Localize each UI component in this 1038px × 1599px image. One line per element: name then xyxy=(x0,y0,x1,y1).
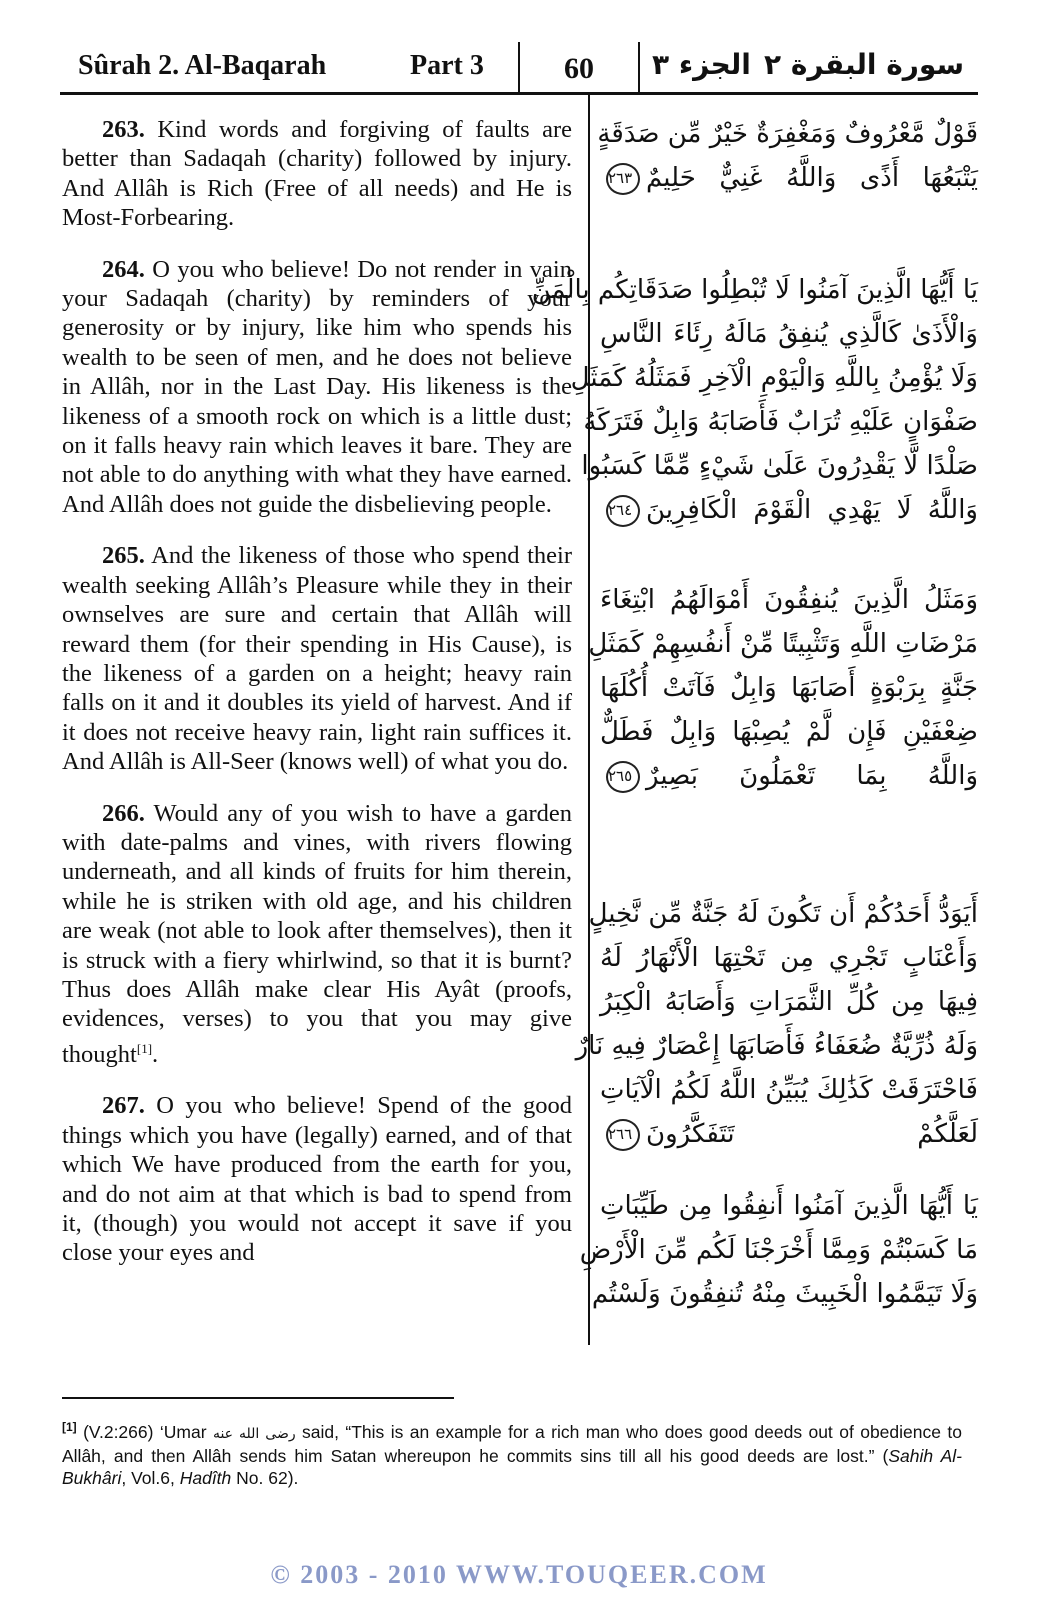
arabic-line-text: وَاللَّهُ بِمَا تَعْمَلُونَ بَصِيرٌ xyxy=(646,761,978,791)
arabic-line: وَلَا تَيَمَّمُوا الْخَبِيثَ مِنْهُ تُنفِقُونَ وَلَسْتُم xyxy=(591,1279,978,1309)
verse-number: 267. xyxy=(102,1092,145,1120)
ayah-end-marker: ٢٦٥ xyxy=(606,761,640,793)
part-label-ar: الجزء ٣ xyxy=(652,48,751,81)
copyright-notice: © 2003 - 2010 WWW.TOUQEER.COM xyxy=(270,1560,768,1589)
verse-266-ar xyxy=(575,892,978,1156)
page-header xyxy=(60,42,978,94)
verse-266-en xyxy=(62,799,572,1070)
verse-text: O you who believe! Do not render in vain your Sadaqah (charity) by reminders of your generosity or by injury, like him who spends his wealth to be seen of men, and he does not believe in Allâh, nor in the Last Day. His likeness is the likeness of a smooth rock on which is a little dust; on it falls heavy rain which leaves it bare. They are not able to do anything with what they have earned. And Allâh does not guide the disbelieving people. xyxy=(62,255,572,518)
arabic-line xyxy=(600,1112,978,1156)
arabic-line: قَوْلٌ مَّعْرُوفٌ وَمَغْفِرَةٌ خَيْرٌ مِّن صَدَقَةٍ xyxy=(597,119,978,149)
verse-text: Kind words and forgiving of faults are better than Sadaqah (charity) followed by injury. And Allâh is Rich (Free of all needs) and He is Most-Forbearing. xyxy=(62,116,572,232)
arabic-line-text: لَعَلَّكُمْ تَتَفَكَّرُونَ xyxy=(646,1119,978,1149)
arabic-line: مَرْضَاتِ اللَّهِ وَتَثْبِيتًا مِّنْ أَنفُسِهِمْ كَمَثَلِ xyxy=(588,629,978,659)
ayah-end-marker: ٢٦٦ xyxy=(606,1119,640,1151)
verse-text: O you who believe! Spend of the good things which you have (legally) earned, and of that which We have produced from the earth for you, and do not aim at that which is bad to spend from it, (though) you would not accept it save if you close your eyes and xyxy=(62,1092,572,1267)
surah-title-en: Sûrah 2. Al-Baqarah xyxy=(78,50,327,81)
arabic-line: وَلَهُ ذُرِّيَّةٌ ضُعَفَاءُ فَأَصَابَهَا إِعْصَارٌ فِيهِ نَارٌ xyxy=(575,1031,978,1061)
arabic-line: فَاحْتَرَقَتْ كَذَٰلِكَ يُبَيِّنُ اللَّهُ لَكُمُ الْآيَاتِ xyxy=(600,1075,978,1105)
ayah-end-marker: ٢٦٣ xyxy=(606,163,640,195)
arabic-line: ضِعْفَيْنِ فَإِن لَّمْ يُصِبْهَا وَابِلٌ فَطَلٌّ xyxy=(600,717,978,747)
verse-267-ar xyxy=(579,1184,978,1316)
arabic-line: وَأَعْنَابٍ تَجْرِي مِن تَحْتِهَا الْأَنْهَارُ لَهُ xyxy=(600,943,978,973)
arabic-line: فِيهَا مِن كُلِّ الثَّمَرَاتِ وَأَصَابَهُ الْكِبَرُ xyxy=(600,987,978,1017)
ayah-end-marker: ٢٦٤ xyxy=(606,495,640,527)
verse-263-en xyxy=(62,115,572,233)
footnote xyxy=(62,1416,962,1489)
footnote-text: (V.2:266) ‘Umar xyxy=(76,1421,213,1442)
arabic-line: وَمَثَلُ الَّذِينَ يُنفِقُونَ أَمْوَالَهُمُ ابْتِغَاءَ xyxy=(600,585,978,615)
page-number: 60 xyxy=(518,42,640,92)
header-divider xyxy=(60,92,978,95)
footnote-marker[interactable]: [1] xyxy=(136,1040,153,1056)
verse-265-ar xyxy=(588,578,978,798)
verse-267-en xyxy=(62,1091,572,1267)
footnote-text: said, “This is an example for a rich man who does good deeds out of obedience to Allâh, and then Allâh sends him Satan whereupon he commits sins till all his good deeds are lost.” ( xyxy=(62,1421,962,1466)
verse-number: 263. xyxy=(102,116,145,143)
arabic-line: يَا أَيُّهَا الَّذِينَ آمَنُوا أَنفِقُوا مِن طَيِّبَاتِ xyxy=(600,1191,978,1221)
footnote-text: , Vol.6, xyxy=(121,1467,180,1488)
honorific-ar: رضى الله عنه xyxy=(212,1425,296,1442)
verse-text: And the likeness of those who spend their wealth seeking Allâh’s Pleasure while they in their ownselves are sure and certain that Allâh will reward them (for their spending in His Cause), is the likeness of a garden on a height; heavy rain falls on it and it doubles its yield of harvest. And if it does not receive heavy rain, light rain suffices it. And Allâh is All-Seer (knows well) of what you do. xyxy=(62,542,572,776)
verse-number: 265. xyxy=(102,542,145,570)
arabic-line xyxy=(600,156,978,200)
verse-number: 264. xyxy=(102,255,145,283)
verse-264-en xyxy=(62,255,572,520)
hadith-label: Hadîth xyxy=(179,1467,232,1488)
verse-number: 266. xyxy=(102,799,145,827)
arabic-line: أَيَوَدُّ أَحَدُكُمْ أَن تَكُونَ لَهُ جَنَّةٌ مِّن نَّخِيلٍ xyxy=(588,899,978,929)
arabic-line: صَلْدًا لَّا يَقْدِرُونَ عَلَىٰ شَيْءٍ مِّمَّا كَسَبُوا xyxy=(581,451,978,481)
verse-263-ar xyxy=(597,112,978,200)
verse-264-ar xyxy=(531,268,978,532)
arabic-line xyxy=(600,754,978,798)
footnote-divider xyxy=(62,1397,454,1399)
surah-title-ar: سورة البقرة ٢ xyxy=(764,48,964,81)
arabic-line-text: يَتْبَعُهَا أَذًى وَاللَّهُ غَنِيٌّ حَلِيمٌ xyxy=(646,163,978,193)
english-translation xyxy=(62,115,572,1290)
arabic-line: صَفْوَانٍ عَلَيْهِ تُرَابٌ فَأَصَابَهُ وَابِلٌ فَتَرَكَهُ xyxy=(583,407,978,437)
arabic-line-text: وَاللَّهُ لَا يَهْدِي الْقَوْمَ الْكَافِرِينَ xyxy=(646,495,978,525)
verse-265-en xyxy=(62,541,572,776)
arabic-line: جَنَّةٍ بِرَبْوَةٍ أَصَابَهَا وَابِلٌ فَآتَتْ أُكُلَهَا xyxy=(600,673,978,703)
part-label-en: Part 3 xyxy=(410,50,484,81)
verse-text-tail: . xyxy=(152,1040,159,1068)
source-title: Sahih Al-Bukhâri xyxy=(62,1445,963,1488)
arabic-line: وَالْأَذَىٰ كَالَّذِي يُنفِقُ مَالَهُ رِئَاءَ النَّاسِ xyxy=(600,319,978,349)
verse-text: Would any of you wish to have a garden with date-palms and vines, with rivers flowing underneath, and all kinds of fruits for him therein, while he is striken with old age, and his children are weak (not able to look after themselves), then it is struck with a fiery whirlwind, so that it is burnt? Thus does Allâh make clear His Ayât (proofs, evidences, verses) to you that you may give thought xyxy=(62,799,572,1068)
arabic-line: مَا كَسَبْتُمْ وَمِمَّا أَخْرَجْنَا لَكُم مِّنَ الْأَرْضِ xyxy=(579,1235,978,1265)
footnote-ref: [1] xyxy=(62,1420,77,1434)
footnote-text: No. 62). xyxy=(231,1467,299,1488)
arabic-line: يَا أَيُّهَا الَّذِينَ آمَنُوا لَا تُبْطِلُوا صَدَقَاتِكُم بِالْمَنِّ xyxy=(531,275,978,305)
arabic-line: وَلَا يُؤْمِنُ بِاللَّهِ وَالْيَوْمِ الْآخِرِ فَمَثَلُهُ كَمَثَلِ xyxy=(570,363,978,393)
arabic-line xyxy=(600,488,978,532)
